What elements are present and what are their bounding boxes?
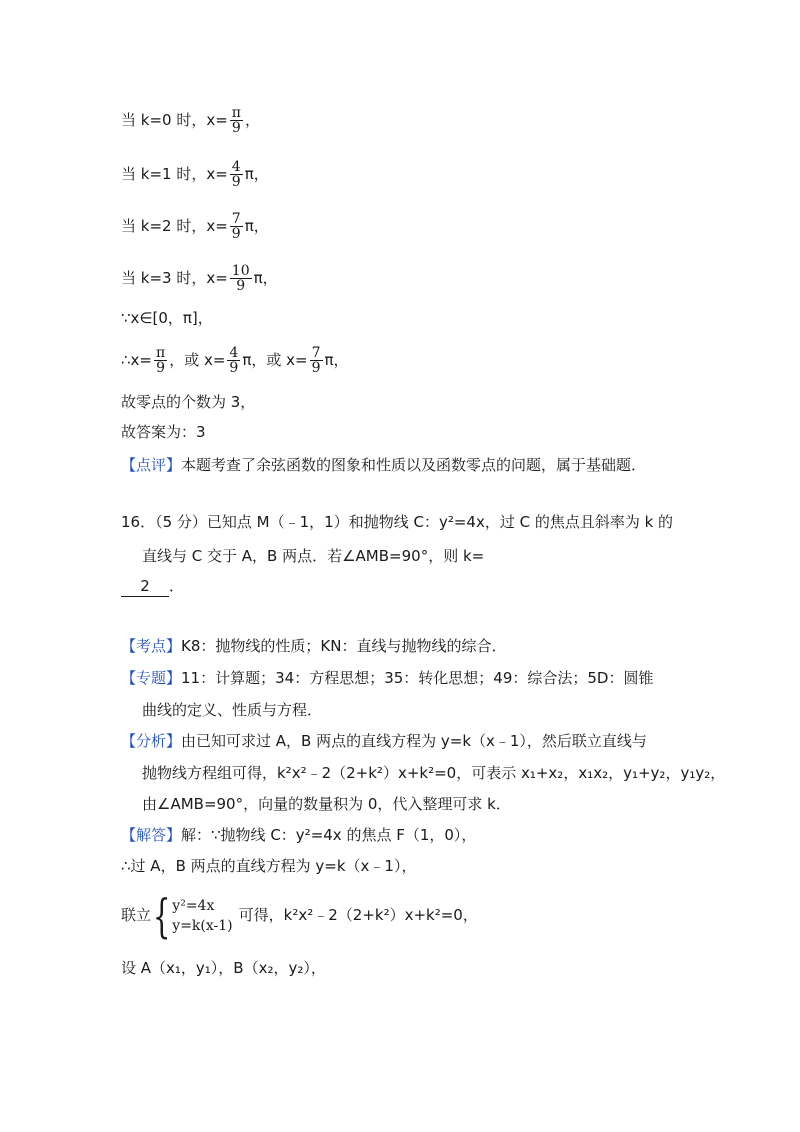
fenxi-line1: 【分析】由已知可求过 A，B 两点的直线方程为 y=k（x﹣1），然后联立直线与 [121, 732, 647, 750]
question-16-line1: 16．（5 分）已知点 M（﹣1，1）和抛物线 C：y²=4x，过 C 的焦点且斜率为 k 的 [121, 513, 674, 531]
zhuanti-line2: 曲线的定义、性质与方程． [142, 701, 323, 719]
question-16-answer: 2 ． [121, 576, 184, 597]
zhuanti-tag: 【专题】 [121, 669, 182, 687]
jieda-system-line: 联立{ y²=4x y=k(x-1) 可得，k²x²﹣2（2+k²）x+k²=0， [121, 888, 478, 943]
comment-line: 【点评】本题考查了余弦函数的图象和性质以及函数零点的问题，属于基础题． [121, 456, 647, 474]
fraction: $\frac{4}{9}$ [231, 159, 241, 190]
answer-blank: 2 [121, 576, 169, 597]
brace-icon: { [152, 888, 171, 943]
case-k0-line: 当 k=0 时，x= $\frac{\pi}{9}$ ， [121, 105, 260, 136]
case-k2-line: 当 k=2 时，x= $\frac{7}{9}$ π， [121, 211, 269, 242]
answer-line: 故答案为：3 [121, 423, 206, 441]
fraction: $\frac{4}{9}$ [229, 345, 239, 376]
fenxi-line3: 由∠AMB=90°，向量的数量积为 0，代入整理可求 k． [142, 795, 511, 813]
domain-line: ∵x∈[0，π]， [121, 309, 213, 327]
jieda-line1: 【解答】解：∵抛物线 C：y²=4x 的焦点 F（1，0）， [121, 826, 477, 844]
fraction: $\frac{\pi}{9}$ [231, 105, 241, 136]
case-k0-text: 当 k=0 时，x= [121, 111, 228, 129]
kaodian-line: 【考点】K8：抛物线的性质；KN：直线与抛物线的综合． [121, 637, 507, 655]
solutions-line: ∴x= $\frac{\pi}{9}$ ，或 x= $\frac{4}{9}$ π，或 x= $\frac{7}{9}$ π， [121, 345, 349, 376]
kaodian-tag: 【考点】 [121, 637, 182, 655]
zhuanti-line1: 【专题】11：计算题；34：方程思想；35：转化思想；49：综合法；5D：圆锥 [121, 669, 654, 687]
fraction: $\frac{\pi}{9}$ [156, 345, 166, 376]
fraction: $\frac{10}{9}$ [231, 263, 250, 294]
jieda-line4: 设 A（x₁，y₁），B（x₂，y₂）， [121, 959, 326, 977]
fraction: $\frac{7}{9}$ [311, 345, 321, 376]
comment-tag: 【点评】 [121, 456, 182, 474]
case-k3-line: 当 k=3 时，x= $\frac{10}{9}$ π， [121, 263, 278, 294]
fraction: $\frac{7}{9}$ [231, 211, 241, 242]
case-k1-line: 当 k=1 时，x= $\frac{4}{9}$ π， [121, 159, 269, 190]
question-16-line2: 直线与 C 交于 A，B 两点．若∠AMB=90°，则 k= [142, 547, 485, 565]
jieda-line2: ∴过 A，B 两点的直线方程为 y=k（x﹣1）， [121, 857, 417, 875]
jieda-tag: 【解答】 [121, 826, 182, 844]
zero-count-line: 故零点的个数为 3， [121, 393, 256, 411]
equation-system: y²=4x y=k(x-1) [172, 897, 233, 934]
fenxi-line2: 抛物线方程组可得，k²x²﹣2（2+k²）x+k²=0，可表示 x₁+x₂，x₁x₂，y₁+y₂，y₁y₂， [142, 764, 726, 782]
fenxi-tag: 【分析】 [121, 732, 182, 750]
